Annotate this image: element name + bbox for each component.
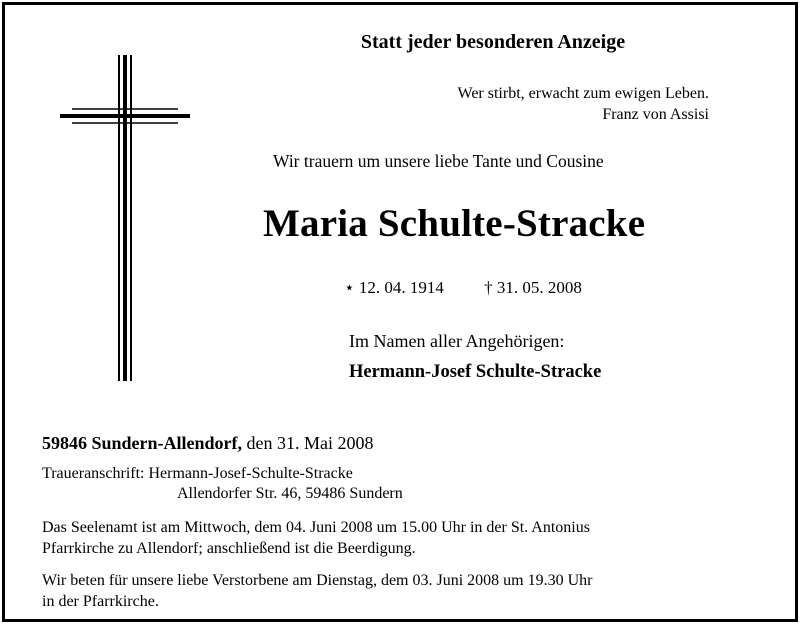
family-line: Im Namen aller Angehörigen: [349,331,565,351]
deceased-name: Maria Schulte-Stracke [263,202,646,245]
motto-quote [458,83,710,125]
place-date [42,433,374,454]
mourning-address [42,464,403,504]
star-icon: ⋆ [344,278,355,297]
notice-date: den 31. Mai 2008 [242,433,374,453]
prayer-info [42,570,592,612]
death-date-group [484,278,582,298]
service-info [42,517,590,559]
relative-name: Hermann-Josef Schulte-Stracke [349,362,602,382]
place-name: 59846 Sundern-Allendorf, [42,433,243,453]
motto-author: Franz von Assisi [602,106,709,123]
dagger-icon: † [484,278,493,297]
prayer-line: Wir beten für unsere liebe Verstorbene am Dienstag, dem 03. Juni 2008 um 19.30 Uhr [42,572,593,589]
mourning-text: Wir trauern um unsere liebe Tante und Cousine [273,151,604,171]
death-date: 31. 05. 2008 [496,278,582,297]
birth-date-group [344,278,444,298]
birth-date: 12. 04. 1914 [358,278,444,297]
address-street: Allendorfer Str. 46, 59486 Sundern [177,485,403,502]
service-line: Pfarrkirche zu Allendorf; anschließend ist die Beerdigung. [42,540,416,557]
motto-text: Wer stirbt, erwacht zum ewigen Leben. [457,85,709,102]
obituary-frame [2,2,798,622]
cross-icon [60,55,190,381]
notice-header: Statt jeder besonderen Anzeige [360,31,626,53]
service-line: Das Seelenamt ist am Mittwoch, dem 04. Juni 2008 um 15.00 Uhr in der St. Antonius [42,519,590,536]
prayer-line: in der Pfarrkirche. [42,593,159,610]
address-line: Traueranschrift: Hermann-Josef-Schulte-Stracke [42,465,353,482]
life-dates [344,278,582,298]
